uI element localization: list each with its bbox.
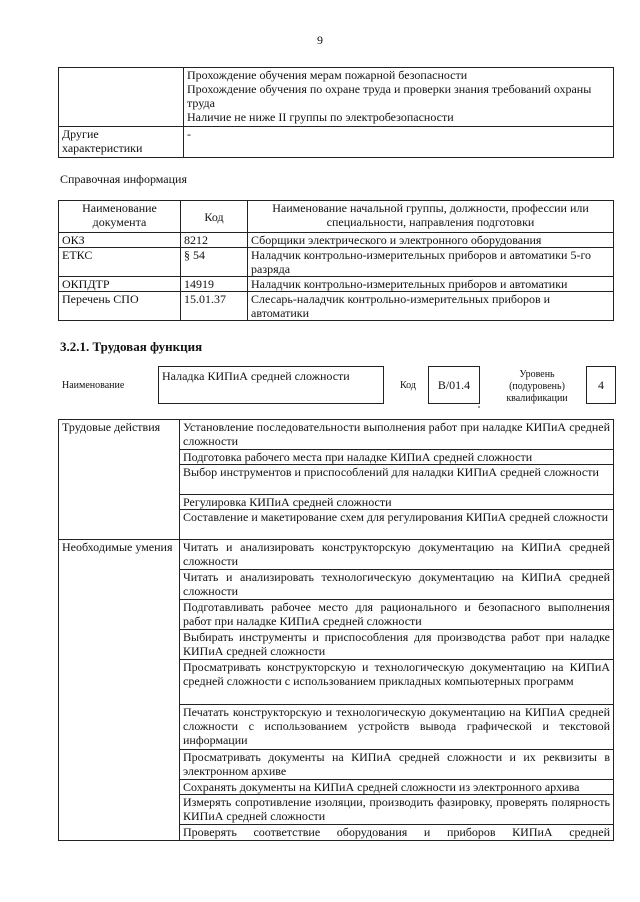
text-line: - bbox=[187, 127, 191, 141]
list-item: Читать и анализировать конструкторскую документацию на КИПиА средней сложности bbox=[180, 540, 614, 570]
list-item: Сохранять документы на КИПиА средней сложности из электронного архива bbox=[180, 780, 614, 795]
code-value: B/01.4 bbox=[437, 378, 471, 392]
table-cell: Слесарь-наладчик контрольно-измерительных приборов и автоматики bbox=[248, 292, 614, 321]
table-cell: Наладчик контрольно-измерительных приборов и автоматики 5-го разряда bbox=[248, 248, 614, 277]
table-cell: ОКПДТР bbox=[59, 277, 181, 292]
text-line: Наличие не ниже II группы по электробезопасности bbox=[187, 110, 454, 124]
function-name-value: Наладка КИПиА средней сложности bbox=[162, 369, 350, 383]
function-name-box bbox=[158, 366, 384, 404]
row-label: Другие характеристики bbox=[59, 127, 184, 158]
row-content bbox=[184, 127, 614, 158]
table-cell: 8212 bbox=[181, 233, 248, 248]
table-row bbox=[59, 277, 614, 292]
table-cell: ОКЗ bbox=[59, 233, 181, 248]
table-row bbox=[59, 292, 614, 321]
list-item: Проверять соответствие оборудования и приборов КИПиА средней bbox=[180, 825, 614, 841]
list-item: Выбор инструментов и приспособлений для наладки КИПиА средней сложности bbox=[180, 465, 614, 495]
skills-label: Необходимые умения bbox=[59, 540, 180, 841]
table-cell: ЕТКС bbox=[59, 248, 181, 277]
list-item: Печатать конструкторскую и технологическую документацию на КИПиА средней сложности с использованием устройств вывода графической и текстовой информации bbox=[180, 705, 614, 750]
list-item: Просматривать конструкторскую и технологическую документацию на КИПиА средней сложности с использованием прикладных компьютерных программ bbox=[180, 660, 614, 705]
column-header: Код bbox=[181, 201, 248, 233]
qualification-level-value: 4 bbox=[598, 378, 604, 392]
code-box bbox=[428, 366, 480, 404]
qualification-level-box bbox=[586, 366, 616, 404]
list-item: Составление и макетирование схем для регулирования КИПиА средней сложности bbox=[180, 510, 614, 540]
column-header: Наименование документа bbox=[59, 201, 181, 233]
code-label: Код bbox=[400, 380, 416, 391]
row-label bbox=[59, 68, 184, 127]
column-header: Наименование начальной группы, должности, профессии или специальности, направления подготовки bbox=[248, 201, 614, 233]
row-content bbox=[184, 68, 614, 127]
table-cell: Перечень СПО bbox=[59, 292, 181, 321]
table-cell: Наладчик контрольно-измерительных приборов и автоматики bbox=[248, 277, 614, 292]
qualification-level-label: Уровень (подуровень) квалификации bbox=[506, 369, 568, 404]
table-cell: 14919 bbox=[181, 277, 248, 292]
table-header-row bbox=[59, 201, 614, 233]
list-item: Регулировка КИПиА средней сложности bbox=[180, 495, 614, 510]
name-label: Наименование bbox=[62, 380, 125, 391]
table-row bbox=[59, 420, 614, 450]
text-line: Прохождение обучения мерам пожарной безопасности bbox=[187, 68, 468, 82]
list-item: Выбирать инструменты и приспособления для производства работ при наладке КИПиА средней сложности bbox=[180, 630, 614, 660]
table-row bbox=[59, 68, 614, 127]
list-item: Читать и анализировать технологическую документацию на КИПиА средней сложности bbox=[180, 570, 614, 600]
table-cell: 15.01.37 bbox=[181, 292, 248, 321]
table-cell: § 54 bbox=[181, 248, 248, 277]
list-item: Установление последовательности выполнения работ при наладке КИПиА средней сложности bbox=[180, 420, 614, 450]
separator-tick bbox=[478, 406, 480, 408]
list-item: Измерять сопротивление изоляции, производить фазировку, проверять полярность КИПиА средней сложности bbox=[180, 795, 614, 825]
function-heading: 3.2.1. Трудовая функция bbox=[60, 339, 203, 354]
table-row bbox=[59, 540, 614, 570]
table-row bbox=[59, 233, 614, 248]
function-table bbox=[58, 419, 614, 841]
requirements-table bbox=[58, 67, 614, 158]
list-item: Подготовка рабочего места при наладке КИПиА средней сложности bbox=[180, 450, 614, 465]
table-row bbox=[59, 248, 614, 277]
reference-table bbox=[58, 200, 614, 321]
list-item: Просматривать документы на КИПиА средней сложности и их реквизиты в электронном архиве bbox=[180, 750, 614, 780]
text-line: Прохождение обучения по охране труда и проверки знания требований охраны труда bbox=[187, 82, 592, 110]
table-cell: Сборщики электрического и электронного оборудования bbox=[248, 233, 614, 248]
table-row bbox=[59, 127, 614, 158]
reference-title: Справочная информация bbox=[60, 172, 187, 186]
list-item: Подготавливать рабочее место для рационального и безопасного выполнения работ при наладке КИПиА средней сложности bbox=[180, 600, 614, 630]
page-number: 9 bbox=[317, 33, 323, 47]
labor-actions-label: Трудовые действия bbox=[59, 420, 180, 540]
